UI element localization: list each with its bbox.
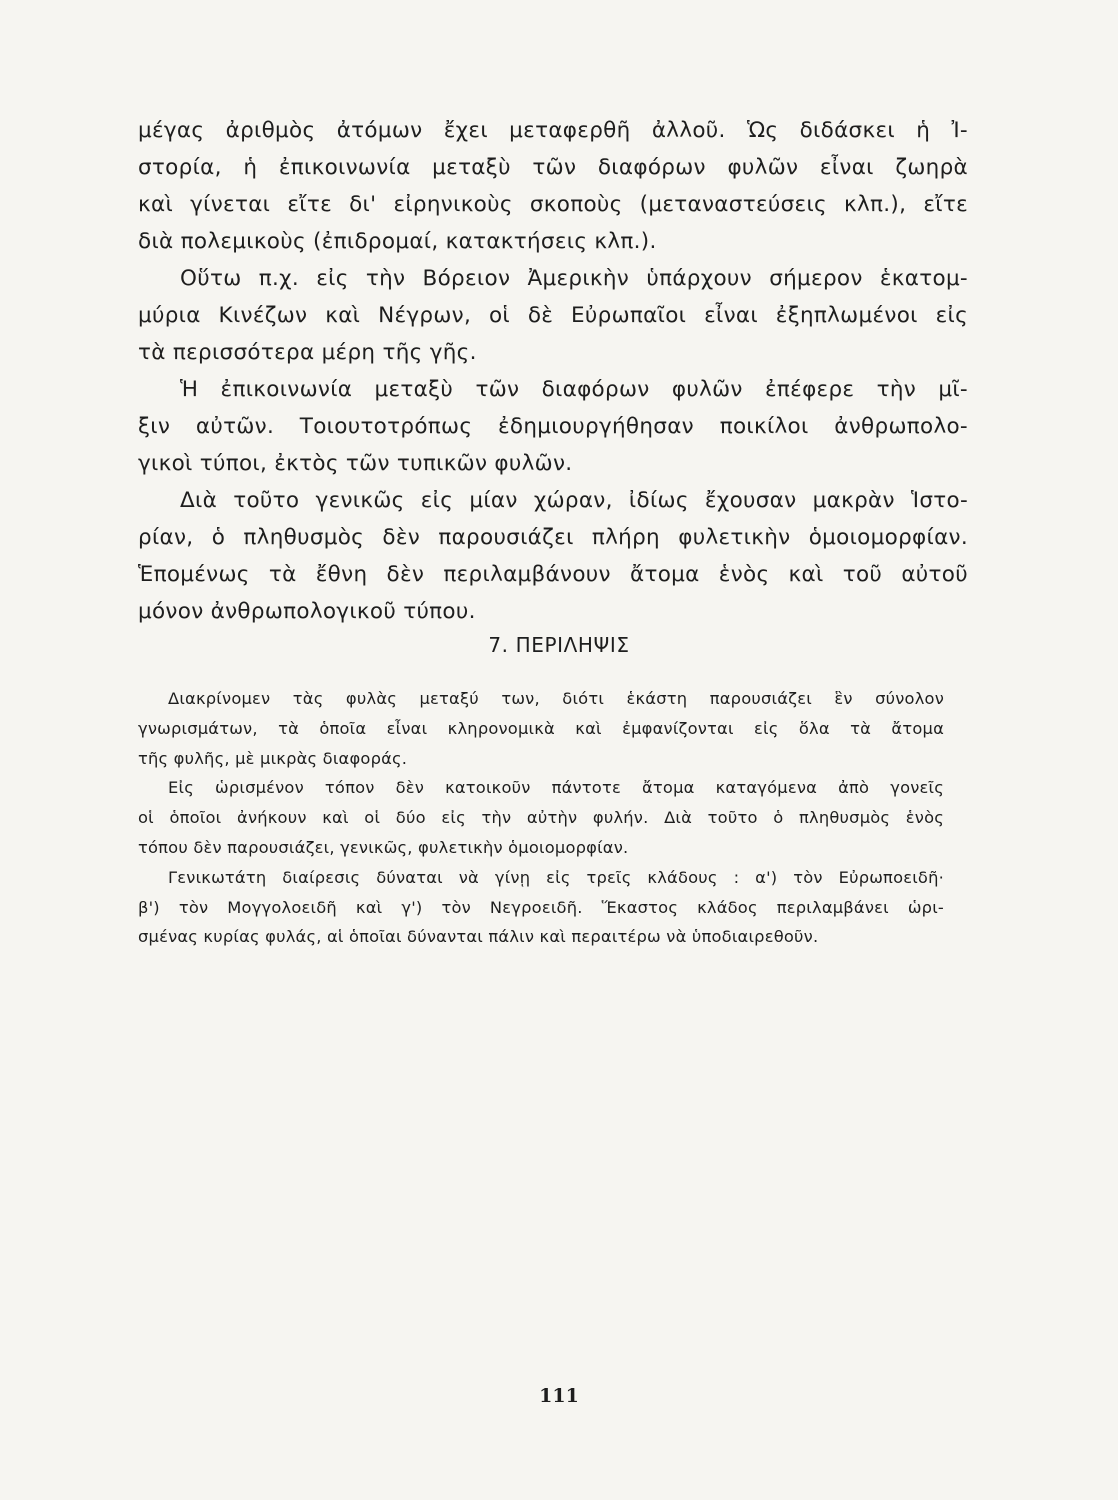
summary-line: Διακρίνομεν τὰς φυλὰς μεταξύ των, διότι ἑκάστη παρουσιάζει ἓν σύνολον	[168, 689, 944, 708]
summary-line: Εἰς ὡρισμένον τόπον δὲν κατοικοῦν πάντοτε ἄτομα καταγόμενα ἀπὸ γονεῖς	[168, 778, 944, 798]
summary-line: οἱ ὁποῖοι ἀνήκουν καὶ οἱ δύο εἰς τὴν αὐτὴν φυλήν. Διὰ τοῦτο ὁ πληθυσμὸς ἑνὸς	[138, 808, 944, 828]
summary-line: τόπου δὲν παρουσιάζει, γενικῶς, φυλετικὴν ὁμοιομορφίαν.	[138, 837, 629, 857]
text-line: μύρια Κινέζων καὶ Νέγρων, οἱ δὲ Εὐρωπαῖοι εἶναι ἐξηπλωμένοι εἰς	[138, 303, 968, 328]
text-line: ξιν αὐτῶν. Τοιουτοτρόπως ἐδημιουργήθησαν ποικίλοι ἀνθρωπολο-	[138, 414, 968, 439]
text-line: Ἑπομένως τὰ ἔθνη δὲν περιλαμβάνουν ἄτομα ἑνὸς καὶ τοῦ αὐτοῦ	[138, 562, 968, 587]
summary-line: σμένας κυρίας φυλάς, αἱ ὁποῖαι δύνανται πάλιν καὶ περαιτέρω νὰ ὑποδιαιρεθοῦν.	[138, 927, 819, 947]
text-line: Διὰ τοῦτο γενικῶς εἰς μίαν χώραν, ἰδίως ἔχουσαν μακρὰν Ἱστο-	[180, 488, 968, 513]
summary-line: Γενικωτάτη διαίρεσις δύναται νὰ γίνῃ εἰς τρεῖς κλάδους : α') τὸν Εὐρωποειδῆ·	[168, 867, 944, 887]
summary-line: γνωρισμάτων, τὰ ὁποῖα εἶναι κληρονομικὰ καὶ ἐμφανίζονται εἰς ὅλα τὰ ἄτομα	[138, 718, 944, 738]
page-number: 111	[539, 1385, 579, 1407]
text-line: γικοὶ τύποι, ἐκτὸς τῶν τυπικῶν φυλῶν.	[138, 451, 573, 476]
text-line: Οὕτω π.χ. εἰς τὴν Βόρειον Ἀμερικὴν ὑπάρχουν σήμερον ἑκατομ-	[180, 266, 968, 291]
summary-line: τῆς φυλῆς, μὲ μικρὰς διαφοράς.	[138, 748, 408, 768]
text-line: στορία, ἡ ἐπικοινωνία μεταξὺ τῶν διαφόρων φυλῶν εἶναι ζωηρὰ	[138, 155, 968, 180]
main-text	[138, 112, 968, 630]
section-heading: 7. ΠΕΡΙΛΗΨΙΣ	[488, 633, 630, 657]
text-line: Ἡ ἐπικοινωνία μεταξὺ τῶν διαφόρων φυλῶν ἐπέφερε τὴν μῖ-	[180, 377, 968, 402]
text-line: μόνον ἀνθρωπολογικοῦ τύπου.	[138, 599, 476, 624]
text-line: τὰ περισσότερα μέρη τῆς γῆς.	[138, 340, 477, 365]
text-line: διὰ πολεμικοὺς (ἐπιδρομαί, κατακτήσεις κλπ.).	[138, 229, 657, 254]
text-line: ρίαν, ὁ πληθυσμὸς δὲν παρουσιάζει πλήρη φυλετικὴν ὁμοιομορφίαν.	[138, 525, 968, 550]
text-line: καὶ γίνεται εἴτε δι' εἰρηνικοὺς σκοποὺς (μεταναστεύσεις κλπ.), εἴτε	[138, 192, 968, 217]
summary-text	[138, 684, 944, 952]
text-line: μέγας ἀριθμὸς ἀτόμων ἔχει μεταφερθῆ ἀλλοῦ. Ὡς διδάσκει ἡ Ἰ-	[138, 118, 968, 143]
summary-line: β') τὸν Μογγολοειδῆ καὶ γ') τὸν Νεγροειδῆ. Ἕκαστος κλάδος περιλαμβάνει ὡρι-	[138, 897, 944, 917]
